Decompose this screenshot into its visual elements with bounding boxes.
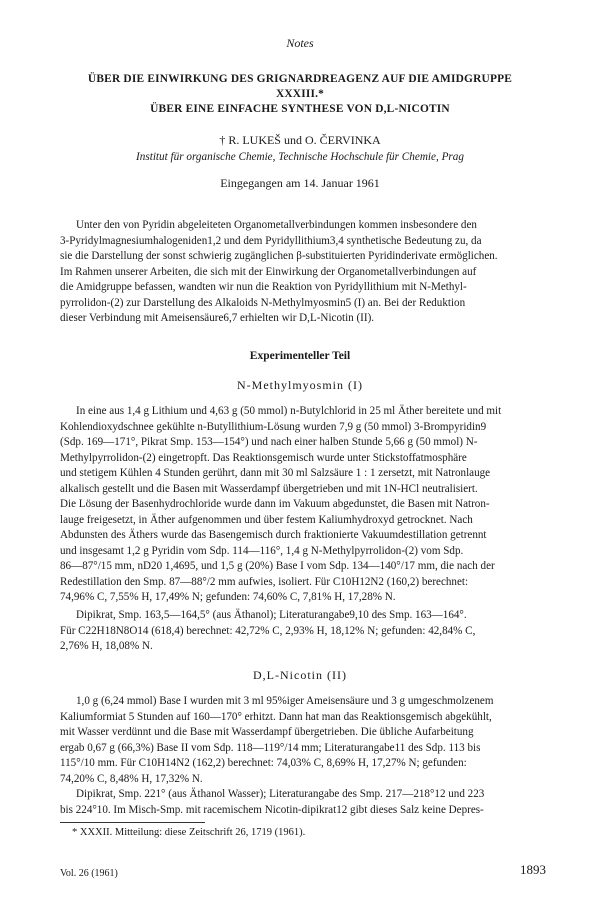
- text-line: dieser Verbindung mit Ameisensäure6,7 erhielten wir D,L-Nicotin (II).: [60, 312, 375, 324]
- text-line: 1,0 g (6,24 mmol) Base I wurden mit 3 ml 95%iger Ameisensäure und 3 g umgeschmolzenem: [76, 695, 494, 707]
- institute: Institut für organische Chemie, Technische Hochschule für Chemie, Prag: [136, 151, 464, 163]
- title-line-2: XXXIII.*: [275, 88, 325, 100]
- text-line: Kohlendioxydschnee gekühlte n-Butyllithium-Lösung wurden 7,9 g (50 mmol) 3-Brompyridin9: [60, 420, 487, 433]
- text-line: Im Rahmen unserer Arbeiten, die sich mit der Einwirkung der Organometallverbindungen auf: [60, 265, 477, 278]
- text-line: Dipikrat, Smp. 221° (aus Äthanol Wasser); Literaturangabe des Smp. 217—218°12 und 223: [76, 788, 485, 800]
- running-header: Notes: [286, 36, 314, 50]
- text-line: pyrrolidon-(2) zur Darstellung des Alkaloids N-Methylmyosmin5 (I) an. Bei der Reduktion: [60, 296, 466, 309]
- title-line-3: ÜBER EINE EINFACHE SYNTHESE VON D,L-NICOTIN: [150, 103, 450, 115]
- text-line: alkalisch gestellt und die Basen mit Wasserdampf übergetrieben und mit 1N-HCl neutralisiert.: [60, 482, 478, 495]
- text-line: 2,76% H, 18,08% N.: [60, 640, 153, 652]
- text-line: mit Wasser verdünnt und die Base mit Wasserdampf übergetrieben. Die übliche Aufarbeitung: [60, 726, 474, 738]
- text-line: 86—87°/15 mm, nD20 1,4695, und 1,5 g (20%) Base I vom Sdp. 134—140°/17 mm, die nach der: [60, 560, 495, 572]
- text-line: Abdunsten des Äthers wurde das Basengemisch durch fraktionierte Vakuumdestillation getrennt: [60, 529, 487, 541]
- section1-paragraph-2: [60, 608, 547, 655]
- section2-heading: D,L-Nicotin (II): [253, 668, 347, 682]
- text-line: (Sdp. 169—171°, Pikrat Smp. 153—154°) und nach einer halben Stunde 5,66 g (50 mmol) N-: [60, 436, 478, 448]
- text-line: Die Lösung der Basenhydrochloride wurde dann im Vakuum abgedunstet, die Basen mit Natron-: [60, 498, 490, 510]
- text-line: und insgesamt 1,2 g Pyridin vom Sdp. 114—116°, 1,4 g N-Methylpyrrolidon-(2) vom Sdp.: [60, 544, 464, 557]
- text-line: Dipikrat, Smp. 163,5—164,5° (aus Äthanol); Literaturangabe9,10 des Smp. 163—164°.: [76, 609, 467, 621]
- text-line: 3-Pyridylmagnesiumhalogeniden1,2 und dem Pyridyllithium3,4 synthetische Bedeutung zu, da: [60, 234, 482, 247]
- text-line: und stetigem Kühlen 4 Stunden gerührt, dann mit 30 ml Salzsäure 1 : 1 zersetzt, mit Natronlauge: [60, 467, 491, 479]
- intro-paragraph: [60, 218, 547, 327]
- received-date: Eingegangen am 14. Januar 1961: [220, 176, 380, 190]
- text-line: Kaliumformiat 5 Stunden auf 160—170° erhitzt. Dann hat man das Reaktionsgemisch abgekühlt,: [60, 710, 492, 723]
- text-line: 115°/10 mm. Für C10H14N2 (162,2) berechnet: 74,03% C, 8,69% H, 17,27% N; gefunden:: [60, 757, 467, 769]
- text-line: die Amidgruppe befassen, wandten wir nun die Reaktion von Pyridyllithium mit N-Methyl-: [60, 281, 467, 293]
- section1-paragraph-1: [60, 404, 547, 606]
- text-line: ergab 0,67 g (66,3%) Base II vom Sdp. 118—119°/14 mm; Literaturangabe11 des Sdp. 113 bis: [60, 741, 481, 754]
- authors: † R. LUKEŠ und O. ČERVINKA: [219, 133, 381, 147]
- volume-info: Vol. 26 (1961): [60, 868, 118, 879]
- footnote-rule: [60, 822, 205, 823]
- page-number: 1893: [520, 862, 546, 877]
- text-line: 74,96% C, 7,55% H, 17,49% N; gefunden: 74,60% C, 7,81% H, 17,28% N.: [60, 591, 396, 603]
- text-line: Methylpyrrolidon-(2) eingetropft. Das Reaktionsgemisch wurde unter Stickstoffatmosphäre: [60, 451, 467, 464]
- article-title: [40, 72, 560, 117]
- text-line: Unter den von Pyridin abgeleiteten Organometallverbindungen kommen insbesondere den: [76, 219, 477, 231]
- section2-paragraph-2: [60, 787, 547, 818]
- text-line: sie die Darstellung der sonst schwierig zugänglichen β-substituierten Pyridinderivate ermöglichen.: [60, 250, 498, 262]
- section1-heading: N-Methylmyosmin (I): [237, 378, 363, 392]
- experimental-heading: Experimenteller Teil: [249, 350, 351, 362]
- text-line: In eine aus 1,4 g Lithium und 4,63 g (50 mmol) n-Butylchlorid in 25 ml Äther bereitete und mit: [76, 405, 502, 417]
- text-line: Für C22H18N8O14 (618,4) berechnet: 42,72% C, 2,93% H, 18,12% N; gefunden: 42,84% C,: [60, 624, 476, 637]
- footnote: * XXXII. Mitteilung: diese Zeitschrift 26, 1719 (1961).: [72, 827, 306, 838]
- text-line: Redestillation den Smp. 87—88°/2 mm aufwies, isoliert. Für C10H12N2 (160,2) berechnet:: [60, 575, 469, 588]
- text-line: lauge freigesetzt, in Äther aufgenommen und über festem Kaliumhydroxyd getrocknet. Nach: [60, 513, 473, 526]
- text-line: bis 224°10. Im Misch-Smp. mit racemischem Nicotin-dipikrat12 gibt dieses Salz keine Depres-: [60, 803, 484, 816]
- text-line: 74,20% C, 8,48% H, 17,32% N.: [60, 772, 203, 785]
- title-line-1: ÜBER DIE EINWIRKUNG DES GRIGNARDREAGENZ AUF DIE AMIDGRUPPE: [87, 73, 513, 85]
- section2-paragraph-1: [60, 694, 547, 787]
